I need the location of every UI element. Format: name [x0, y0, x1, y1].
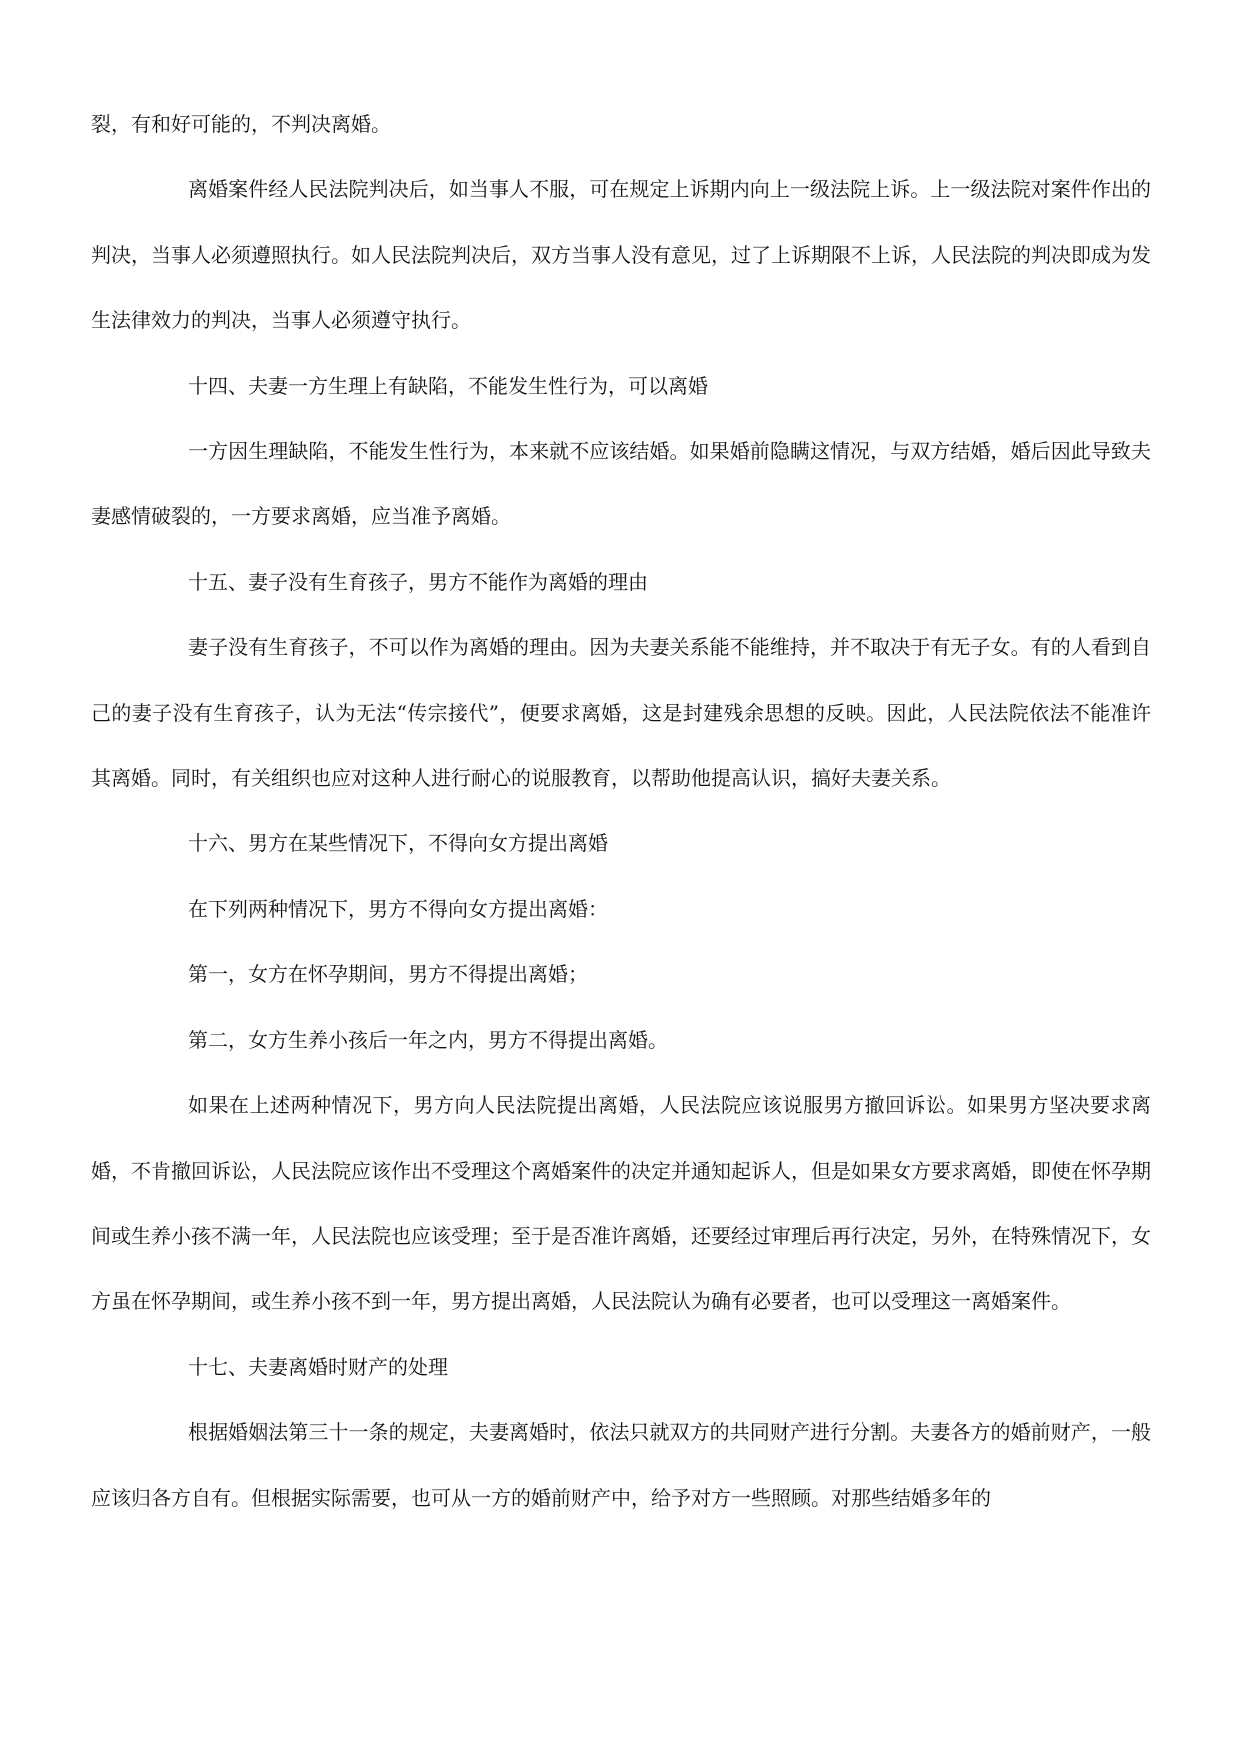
paragraph-physiological-defect: 一方因生理缺陷，不能发生性行为，本来就不应该结婚。如果婚前隐瞒这情况，与双方结婚，婚后因此导致夫妻感情破裂的，一方要求离婚，应当准予离婚。	[91, 439, 1151, 529]
section-heading-14: 十四、夫妻一方生理上有缺陷，不能发生性行为，可以离婚	[188, 373, 708, 398]
paragraph-no-children: 妻子没有生育孩子，不可以作为离婚的理由。因为夫妻关系能不能维持，并不取决于有无子女。有的人看到自己的妻子没有生育孩子，认为无法“传宗接代”，便要求离婚，这是封建残余思想的反映。因此，人民法院依法不能准许其离婚。同时，有关组织也应对这种人进行耐心的说服教育，以帮助他提高认识，搞好夫妻关系。	[91, 635, 1151, 791]
paragraph-situation-one: 第一，女方在怀孕期间，男方不得提出离婚；	[188, 962, 588, 987]
paragraph-situation-two: 第二，女方生养小孩后一年之内，男方不得提出离婚。	[188, 1027, 668, 1052]
paragraph-property-division: 根据婚姻法第三十一条的规定，夫妻离婚时，依法只就双方的共同财产进行分割。夫妻各方的婚前财产，一般应该归各方自有。但根据实际需要，也可从一方的婚前财产中，给予对方一些照顾。对那些结婚多年的	[91, 1420, 1151, 1510]
section-heading-15: 十五、妻子没有生育孩子，男方不能作为离婚的理由	[188, 569, 648, 594]
document-page	[91, 92, 1151, 1531]
paragraph-two-situations: 在下列两种情况下，男方不得向女方提出离婚：	[188, 896, 608, 921]
paragraph-court-handling: 如果在上述两种情况下，男方向人民法院提出离婚，人民法院应该说服男方撤回诉讼。如果男方坚决要求离婚，不肯撤回诉讼，人民法院应该作出不受理这个离婚案件的决定并通知起诉人，但是如果女方要求离婚，即使在怀孕期间或生养小孩不满一年，人民法院也应该受理；至于是否准许离婚，还要经过审理后再行决定，另外，在特殊情况下，女方虽在怀孕期间，或生养小孩不到一年，男方提出离婚，人民法院认为确有必要者，也可以受理这一离婚案件。	[91, 1093, 1151, 1314]
section-heading-17: 十七、夫妻离婚时财产的处理	[188, 1354, 448, 1379]
section-heading-16: 十六、男方在某些情况下，不得向女方提出离婚	[188, 831, 608, 856]
paragraph-appeal-procedure: 离婚案件经人民法院判决后，如当事人不服，可在规定上诉期内向上一级法院上诉。上一级法院对案件作出的判决，当事人必须遵照执行。如人民法院判决后，双方当事人没有意见，过了上诉期限不上诉，人民法院的判决即成为发生法律效力的判决，当事人必须遵守执行。	[91, 177, 1151, 333]
paragraph-continuation: 裂，有和好可能的，不判决离婚。	[91, 112, 391, 136]
